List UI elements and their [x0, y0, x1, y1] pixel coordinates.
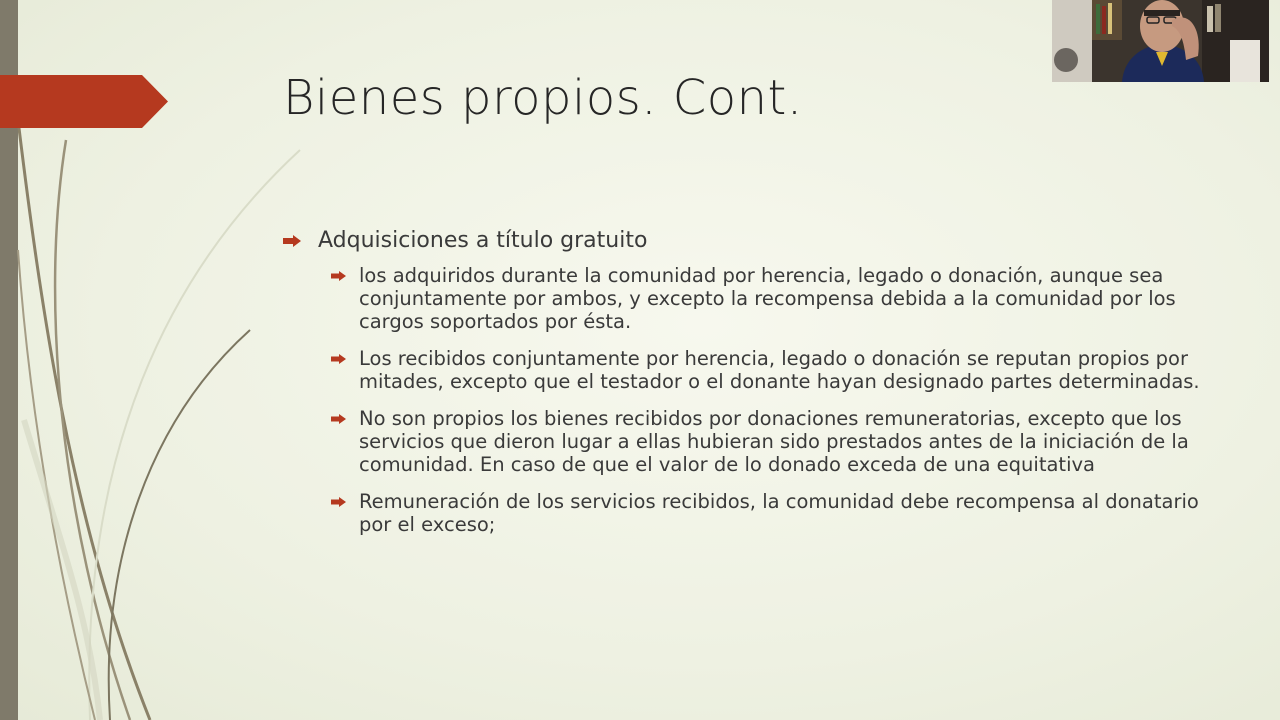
sub-bullet-text: Los recibidos conjuntamente por herencia, legado o donación se reputan propios por mitades, excepto que el testador o el donante hayan designado partes determinadas.	[359, 347, 1200, 393]
arrow-bullet-icon	[331, 271, 346, 281]
sub-bullet-item	[331, 347, 1213, 393]
bullet-level1-text: Adquisiciones a título gratuito	[318, 228, 648, 253]
sub-bullet-item	[331, 264, 1213, 333]
arrow-bullet-icon	[331, 414, 346, 424]
title-accent-flag	[0, 75, 168, 128]
sub-bullet-text: Remuneración de los servicios recibidos, la comunidad debe recompensa al donatario por el exceso;	[359, 490, 1199, 536]
sub-bullet-item	[331, 407, 1213, 476]
arrow-bullet-icon	[331, 497, 346, 507]
sub-bullet-list	[331, 264, 1213, 536]
slide-title: Bienes propios. Cont.	[283, 70, 803, 126]
sub-bullet-item	[331, 490, 1213, 536]
sub-bullet-text: No son propios los bienes recibidos por donaciones remuneratorias, excepto que los servicios que dieron lugar a ellas hubieran sido prestados antes de la iniciación de la comunidad. En caso de que el valor de lo donado exceda de una equitativa	[359, 407, 1189, 476]
slide-content	[283, 228, 1213, 550]
webcam-presenter-image	[1052, 0, 1269, 82]
webcam-overlay	[1052, 0, 1269, 82]
arrow-bullet-icon	[283, 235, 301, 247]
sub-bullet-text: los adquiridos durante la comunidad por herencia, legado o donación, aunque sea conjuntamente por ambos, y excepto la recompensa debida a la comunidad por los cargos soportados por ésta.	[359, 264, 1176, 333]
arrow-bullet-icon	[331, 354, 346, 364]
bullet-level1	[283, 228, 1213, 254]
